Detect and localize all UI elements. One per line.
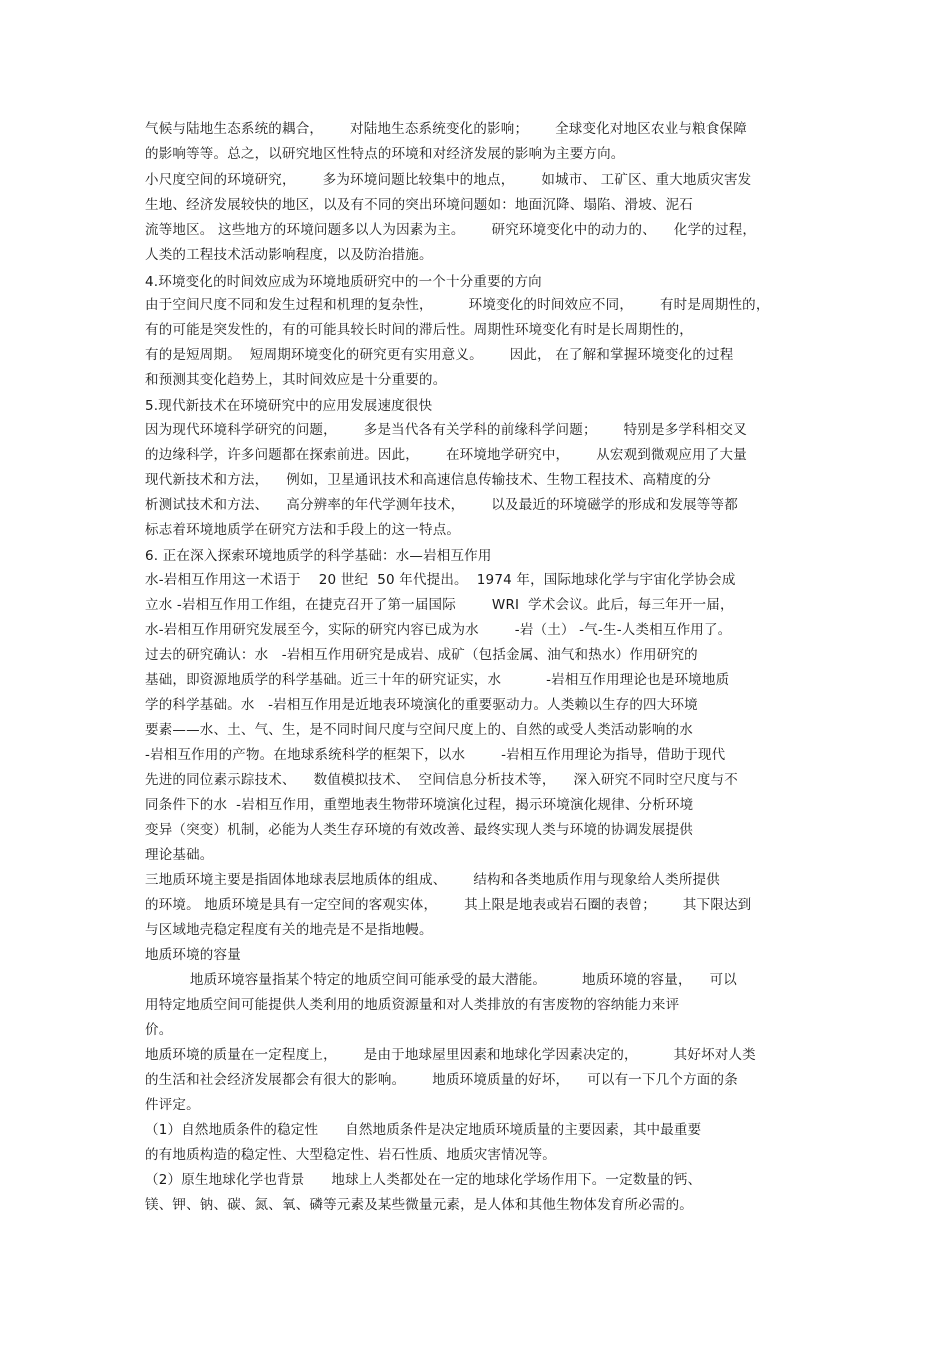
text-line: 同条件下的水 -岩相互作用，重塑地表生物带环境演化过程，揭示环境演化规律、分析环境 [145, 797, 694, 813]
text-line: 学的科学基础。水 -岩相互作用是近地表环境演化的重要驱动力。人类赖以生存的四大环境 [145, 697, 698, 713]
text-line: 水-岩相互作用研究发展至今，实际的研究内容已成为水 -岩（土） -气-生-人类相互作用了。 [145, 622, 732, 638]
section-heading: 5.现代新技术在环境研究中的应用发展速度很快 [145, 398, 433, 414]
text-line: 的影响等等。总之，以研究地区性特点的环境和对经济发展的影响为主要方向。 [145, 146, 625, 162]
text-line: 现代新技术和方法， 例如，卫星通讯技术和高速信息传输技术、生物工程技术、高精度的分 [145, 472, 711, 488]
text-line: 价。 [145, 1022, 173, 1038]
text-line: 理论基础。 [145, 847, 214, 863]
text-line: 水-岩相互作用这一术语于 20 世纪 50 年代提出。 1974 年，国际地球化学与宇宙化学协会成 [145, 572, 736, 588]
text-line: 因为现代环境科学研究的问题， 多是当代各有关学科的前缘科学问题； 特别是多学科相交叉 [145, 422, 747, 438]
text-line: -岩相互作用的产物。在地球系统科学的框架下，以水 -岩相互作用理论为指导，借助于现代 [145, 747, 726, 763]
text-line: 地质环境容量指某个特定的地质空间可能承受的最大潜能。 地质环境的容量， 可以 [145, 972, 738, 988]
text-line: 三地质环境主要是指固体地球表层地质体的组成、 结构和各类地质作用与现象给人类所提供 [145, 872, 720, 888]
text-line: 流等地区。 这些地方的环境问题多以人为因素为主。 研究环境变化中的动力的、 化学的过程， [145, 222, 757, 238]
text-line: 标志着环境地质学在研究方法和手段上的这一特点。 [145, 522, 461, 538]
text-line: 有的可能是突发性的，有的可能具较长时间的滞后性。周期性环境变化有时是长周期性的， [145, 322, 693, 338]
text-line: （1）自然地质条件的稳定性 自然地质条件是决定地质环境质量的主要因素，其中最重要 [145, 1122, 702, 1138]
section-heading: 地质环境的容量 [145, 947, 241, 963]
text-line: 气候与陆地生态系统的耦合， 对陆地生态系统变化的影响； 全球变化对地区农业与粮食保障 [145, 121, 747, 137]
text-line: 基础，即资源地质学的科学基础。近三十年的研究证实，水 -岩相互作用理论也是环境地质 [145, 672, 730, 688]
text-line: 的有地质构造的稳定性、大型稳定性、岩石性质、地质灾害情况等。 [145, 1147, 556, 1163]
text-line: 生地、经济发展较快的地区，以及有不同的突出环境问题如：地面沉降、塌陷、滑坡、泥石 [145, 197, 693, 213]
text-line: 镁、钾、钠、碳、氮、氧、磷等元素及某些微量元素，是人体和其他生物体发育所必需的。 [145, 1197, 693, 1213]
text-line: 人类的工程技术活动影响程度，以及防治措施。 [145, 247, 433, 263]
text-line: 的边缘科学，许多问题都在探索前进。因此， 在环境地学研究中， 从宏观到微观应用了大量 [145, 447, 747, 463]
text-line: （2）原生地球化学也背景 地球上人类都处在一定的地球化学场作用下。一定数量的钙、 [145, 1172, 702, 1188]
text-line: 立水 -岩相互作用工作组，在捷克召开了第一届国际 WRI 学术会议。此后，每三年开一届， [145, 597, 734, 613]
text-line: 地质环境的质量在一定程度上， 是由于地球屋里因素和地球化学因素决定的， 其好坏对人类 [145, 1047, 756, 1063]
text-line: 先进的同位素示踪技术、 数值模拟技术、 空间信息分析技术等， 深入研究不同时空尺度与不 [145, 772, 738, 788]
text-line: 的生活和社会经济发展都会有很大的影响。 地质环境质量的好坏， 可以有一下几个方面的条 [145, 1072, 738, 1088]
text-line: 由于空间尺度不同和发生过程和机理的复杂性， 环境变化的时间效应不同， 有时是周期性的， [145, 297, 770, 313]
text-line: 有的是短周期。 短周期环境变化的研究更有实用意义。 因此， 在了解和掌握环境变化的过程 [145, 347, 734, 363]
text-line: 与区域地壳稳定程度有关的地壳是不是指地幔。 [145, 922, 433, 938]
text-line: 要素——水、土、气、生，是不同时间尺度与空间尺度上的、自然的或受人类活动影响的水 [145, 722, 693, 738]
text-line: 析测试技术和方法、 高分辨率的年代学测年技术， 以及最近的环境磁学的形成和发展等等都 [145, 497, 738, 513]
text-line: 的环境。 地质环境是具有一定空间的客观实体， 其上限是地表或岩石圈的表曾； 其下限达到 [145, 897, 752, 913]
text-line: 过去的研究确认：水 -岩相互作用研究是成岩、成矿（包括金属、油气和热水）作用研究的 [145, 647, 698, 663]
text-line: 和预测其变化趋势上，其时间效应是十分重要的。 [145, 372, 447, 388]
section-heading: 6. 正在深入探索环境地质学的科学基础：水—岩相互作用 [145, 548, 492, 564]
text-line: 件评定。 [145, 1097, 200, 1113]
section-heading: 4.环境变化的时间效应成为环境地质研究中的一个十分重要的方向 [145, 274, 542, 290]
text-line: 变异（突变）机制，必能为人类生存环境的有效改善、最终实现人类与环境的协调发展提供 [145, 822, 693, 838]
text-line: 小尺度空间的环境研究， 多为环境问题比较集中的地点， 如城市、 工矿区、重大地质灾害发 [145, 172, 752, 188]
text-line: 用特定地质空间可能提供人类利用的地质资源量和对人类排放的有害废物的容纳能力来评 [145, 997, 680, 1013]
